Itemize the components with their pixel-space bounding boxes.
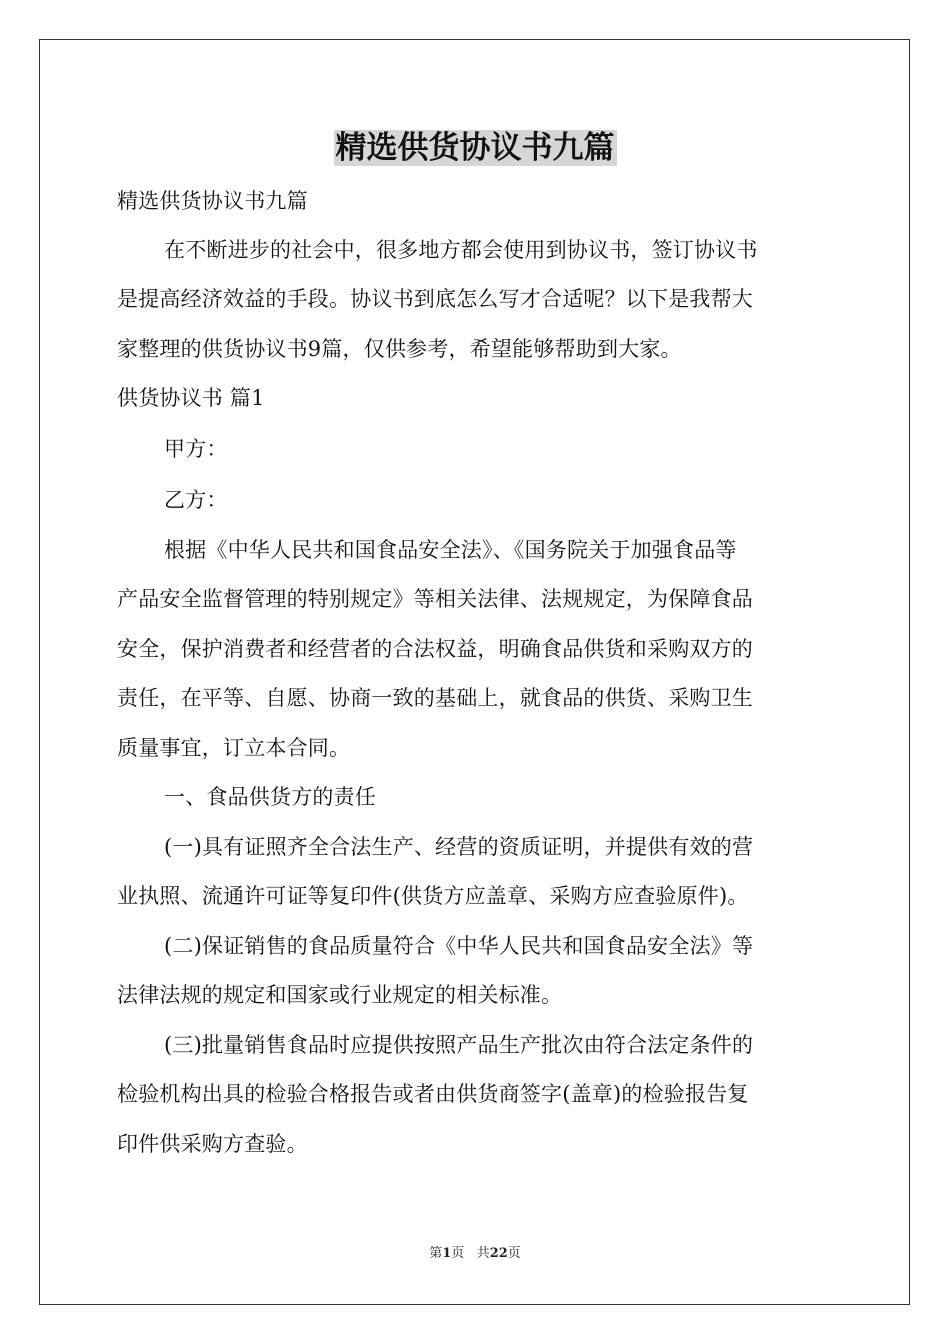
clause-line: 检验机构出具的检验合格报告或者由供货商签字(盖章)的检验报告复 <box>117 1082 749 1106</box>
total-suffix: 页 <box>507 1246 521 1261</box>
clause-line: 业执照、流通许可证等复印件(供货方应盖章、采购方应查验原件)。 <box>117 884 749 908</box>
page-number: 1 <box>442 1246 452 1261</box>
page-footer <box>0 1245 950 1263</box>
subtitle-line: 精选供货协议书九篇 <box>117 189 308 213</box>
paragraph-line: 根据《中华人民共和国食品安全法》、《国务院关于加强食品等 <box>164 538 737 562</box>
paragraph-line: 质量事宜，订立本合同。 <box>117 736 351 760</box>
paragraph-line: 是提高经济效益的手段。协议书到底怎么写才合适呢？以下是我帮大 <box>117 287 753 311</box>
page-border <box>39 39 910 1305</box>
clause-line: (二)保证销售的食品质量符合《中华人民共和国食品安全法》等 <box>164 934 754 958</box>
total-prefix: 共 <box>476 1246 490 1261</box>
page-title <box>0 126 950 170</box>
party-a-line: 甲方： <box>164 437 228 461</box>
paragraph-line: 安全，保护消费者和经营者的合法权益，明确食品供货和采购双方的 <box>117 637 753 661</box>
party-b-line: 乙方： <box>164 488 228 512</box>
clause-line: 法律法规的规定和国家或行业规定的相关标准。 <box>117 983 563 1007</box>
clause-heading: 一、食品供货方的责任 <box>164 785 376 809</box>
clause-line: 印件供采购方查验。 <box>117 1132 308 1156</box>
paragraph-line: 产品安全监督管理的特别规定》等相关法律、法规规定，为保障食品 <box>117 587 753 611</box>
paragraph-line: 家整理的供货协议书9篇，仅供参考，希望能够帮助到大家。 <box>117 337 682 361</box>
title-text: 精选供货协议书九篇 <box>335 130 615 166</box>
total-pages: 22 <box>489 1246 508 1261</box>
clause-line: (一)具有证照齐全合法生产、经营的资质证明，并提供有效的营 <box>164 835 754 859</box>
clause-line: (三)批量销售食品时应提供按照产品生产批次由符合法定条件的 <box>164 1033 754 1057</box>
paragraph-line: 在不断进步的社会中，很多地方都会使用到协议书，签订协议书 <box>164 238 758 262</box>
page-suffix: 页 <box>451 1246 465 1261</box>
section-heading: 供货协议书 篇1 <box>117 386 265 410</box>
page-prefix: 第 <box>429 1246 443 1261</box>
paragraph-line: 责任，在平等、自愿、协商一致的基础上，就食品的供货、采购卫生 <box>117 686 753 710</box>
